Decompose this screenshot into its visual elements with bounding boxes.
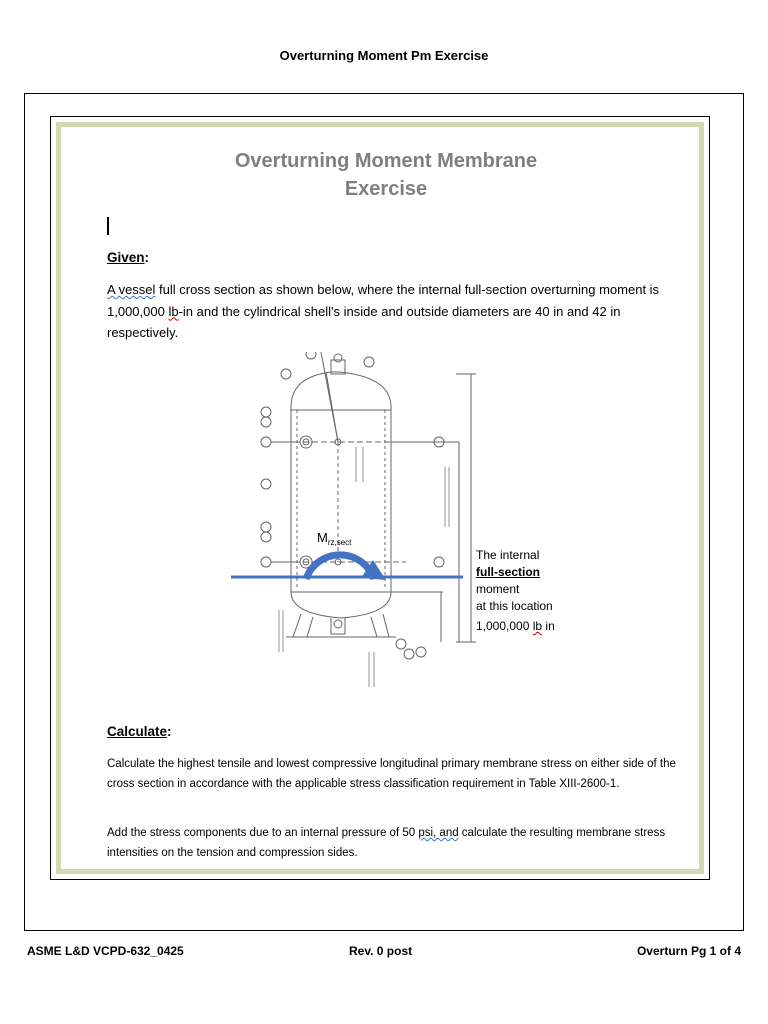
calculate-paragraph-1: Calculate the highest tensile and lowest compressive longitudinal primary membrane stress on either side of the cross section in accordance with the applicable stress classification requirement in Table XIII-2600-1.: [107, 758, 676, 790]
given-colon: :: [144, 250, 150, 265]
callout-line4: at this location: [476, 599, 553, 613]
vessel-shell: [291, 372, 391, 618]
callout-line2: full-section: [476, 565, 541, 579]
moment-label: $M_{rz,sect}$: [317, 530, 352, 547]
footer-page-number: Overturn Pg 1 of 4: [636, 944, 741, 958]
slide-border: [56, 122, 704, 874]
footer-revision: Rev. 0 post: [349, 944, 413, 958]
footer-document-id: ASME L&D VCPD-632_0425: [27, 944, 184, 958]
calculate-heading: [107, 724, 172, 739]
given-text-1: A vessel: [107, 282, 156, 297]
vessel-figure: [231, 352, 531, 697]
given-heading: [107, 250, 149, 265]
slide-title-line1: Overturning Moment Membrane: [234, 150, 538, 172]
calculate-label: Calculate: [107, 724, 168, 739]
calculate-colon: :: [167, 724, 172, 739]
text-cursor: [107, 217, 109, 235]
calculate-paragraph-2: Add the stress components due to an internal pressure of 50 psi, and calculate the resulting membrane stress intensities on the tension and compression sides.: [107, 827, 666, 859]
slide-title-line2: Exercise: [344, 178, 428, 200]
page-header-title: Overturning Moment Pm Exercise: [279, 48, 489, 63]
given-text-4: -in and the cylindrical shell's inside and outside diameters are 40 in and 42 in respectively.: [107, 303, 621, 340]
slide-title: [61, 147, 711, 203]
given-text-2: full cross section as shown below, where the internal full-section overturning moment is 1,000,000: [107, 282, 660, 319]
callout-line3: moment: [476, 582, 520, 596]
section-plane-line: [231, 574, 463, 580]
slide: [50, 116, 710, 880]
callout-line1: The internal: [476, 548, 540, 562]
given-paragraph: [107, 279, 682, 344]
given-label: Given: [107, 250, 145, 265]
callout-value: 1,000,000 lb in: [476, 619, 555, 633]
moment-callout: [476, 547, 555, 635]
given-text-3: lb: [168, 303, 179, 319]
